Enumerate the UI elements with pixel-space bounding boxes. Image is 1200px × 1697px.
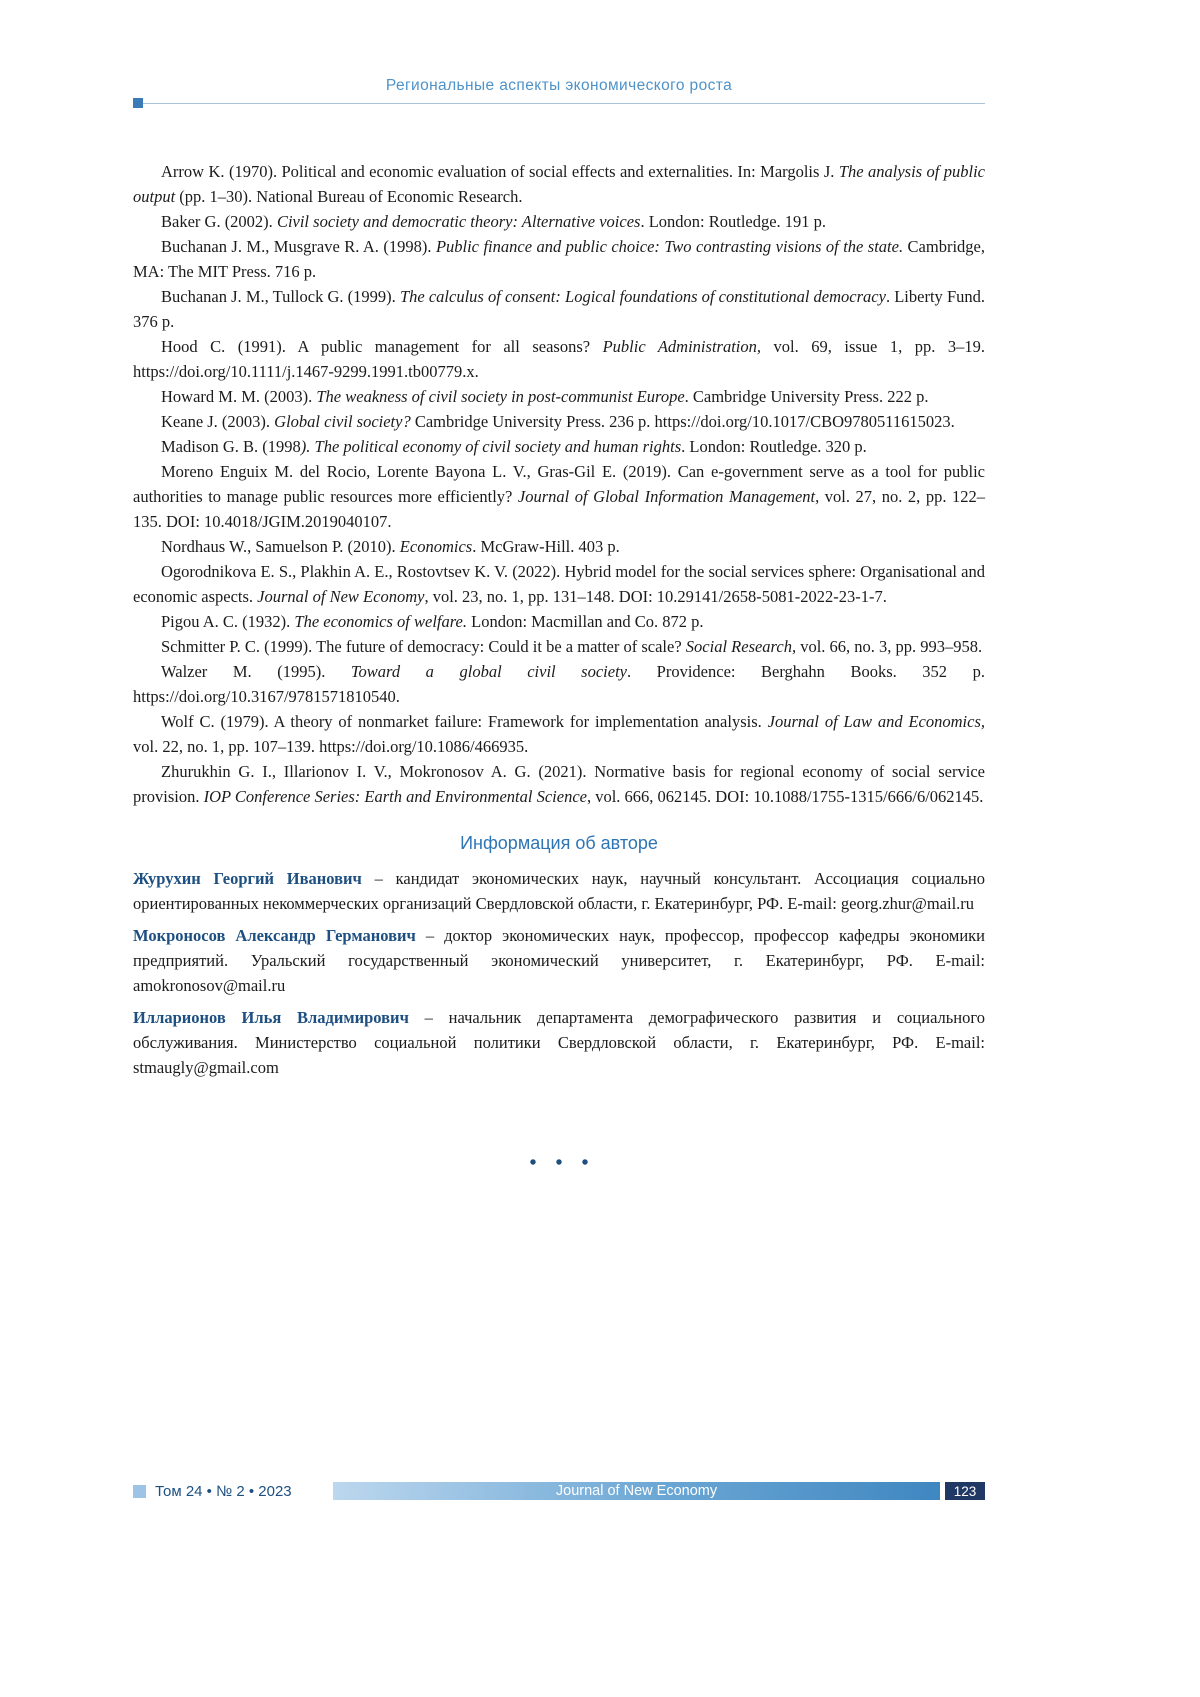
author-name: Журухин Георгий Иванович (133, 869, 362, 888)
journal-name-label: Journal of New Economy (555, 1483, 718, 1499)
page-content (133, 159, 985, 1175)
author-info-heading: Информация об авторе (460, 833, 658, 853)
end-of-article-dots: • • • (529, 1152, 596, 1174)
reference-item: Wolf C. (1979). A theory of nonmarket failure: Framework for implementation analysis. Journal of Law and Economics, vol. 22, no. 1, pp. 107–139. https://doi.org/10.1086/466935. (133, 712, 985, 756)
reference-item: Howard M. M. (2003). The weakness of civil society in post-communist Europe. Cambridge University Press. 222 p. (161, 387, 929, 406)
reference-item: Arrow K. (1970). Political and economic evaluation of social effects and externalities. In: Margolis J. The analysis of public output (pp. 1–30). National Bureau of Economic Research. (133, 162, 985, 206)
footer-square-marker (133, 1485, 146, 1498)
reference-item: Keane J. (2003). Global civil society? Cambridge University Press. 236 p. https://doi.org/10.1017/CBO9780511615023. (161, 412, 955, 431)
header-square-marker (133, 98, 143, 108)
author-item (133, 1005, 985, 1080)
reference-item: Schmitter P. C. (1999). The future of democracy: Could it be a matter of scale? Social Research, vol. 66, no. 3, pp. 993–958. (161, 637, 983, 656)
author-item (133, 923, 985, 998)
author-description: – кандидат экономических наук, научный консультант. Ассоциация социально ориентированных некоммерческих организаций Свердловской области, г. Екатеринбург, РФ. E-mail: georg.zhur@mail.ru (133, 869, 985, 913)
reference-item: Ogorodnikova E. S., Plakhin A. E., Rostovtsev K. V. (2022). Hybrid model for the social services sphere: Organisational and economic aspects. Journal of New Economy, vol. 23, no. 1, pp. 131–148. DOI: 10.29141/2658-5081-2022-23-1-7. (133, 562, 985, 606)
reference-item: Nordhaus W., Samuelson P. (2010). Economics. McGraw-Hill. 403 p. (161, 537, 620, 556)
running-title: Региональные аспекты экономического роста (385, 77, 733, 94)
reference-item: Moreno Enguix M. del Rocio, Lorente Bayona L. V., Gras-Gil E. (2019). Can e-government serve as a tool for public authorities to manage public resources more efficiently? Journal of Global Information Management, vol. 27, no. 2, pp. 122–135. DOI: 10.4018/JGIM.2019040107. (133, 462, 985, 531)
author-name: Мокроносов Александр Германович (133, 926, 416, 945)
reference-item: Madison G. B. (1998). The political economy of civil society and human rights. London: Routledge. 320 p. (161, 437, 867, 456)
page-footer (133, 1481, 985, 1501)
reference-item: Pigou A. C. (1932). The economics of welfare. London: Macmillan and Co. 872 p. (161, 612, 704, 631)
reference-item: Baker G. (2002). Civil society and democratic theory: Alternative voices. London: Routledge. 191 p. (161, 212, 827, 231)
reference-item: Buchanan J. M., Tullock G. (1999). The calculus of consent: Logical foundations of constitutional democracy. Liberty Fund. 376 p. (133, 287, 985, 331)
reference-item: Hood C. (1991). A public management for all seasons? Public Administration, vol. 69, issue 1, pp. 3–19. https://doi.org/10.1111/j.1467-9299.1991.tb00779.x. (133, 337, 986, 381)
author-description: – доктор экономических наук, профессор, профессор кафедры экономики предприятий. Уральский государственный экономический университет, г. Екатеринбург, РФ. E-mail: amokronosov@mail.ru (133, 926, 985, 995)
reference-item: Buchanan J. M., Musgrave R. A. (1998). Public finance and public choice: Two contrasting visions of the state. Cambridge, MA: The MIT Press. 716 p. (133, 237, 985, 281)
author-info-list (133, 866, 985, 1080)
volume-issue (133, 1481, 292, 1501)
journal-name-bar (333, 1482, 940, 1500)
references-list (133, 159, 985, 809)
volume-issue-label: Том 24 • № 2 • 2023 (155, 1482, 292, 1500)
author-name: Илларионов Илья Владимирович (133, 1008, 409, 1027)
page-number-badge: 123 (945, 1482, 985, 1500)
reference-item: Walzer M. (1995). Toward a global civil society. Providence: Berghahn Books. 352 p. https://doi.org/10.3167/9781571810540. (133, 662, 985, 706)
author-item (133, 866, 985, 916)
reference-item: Zhurukhin G. I., Illarionov I. V., Mokronosov A. G. (2021). Normative basis for regional economy of social service provision. IOP Conference Series: Earth and Environmental Science, vol. 666, 062145. DOI: 10.1088/1755-1315/666/6/062145. (133, 762, 985, 806)
header-rule (133, 103, 985, 104)
author-description: – начальник департамента демографического развития и социального обслуживания. Министерство социальной политики Свердловской области, г. Екатеринбург, РФ. E-mail: stmaugly@gmail.com (133, 1008, 985, 1077)
